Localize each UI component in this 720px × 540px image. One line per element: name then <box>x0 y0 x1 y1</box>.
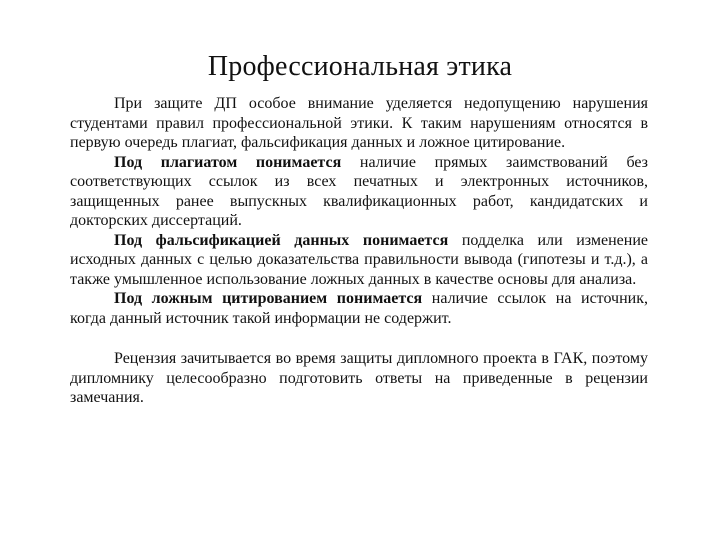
paragraph-intro-text: При защите ДП особое внимание уделяется недопущению нарушения студентами правил профессиональной этики. К таким нарушениям относятся в первую очередь плагиат, фальсификация данных и ложное цитирование. <box>70 95 648 151</box>
paragraph-falsification-term: Под фальсификацией данных понимается <box>114 231 449 249</box>
slide-body <box>70 94 648 408</box>
paragraph-false-citation <box>70 289 648 328</box>
paragraph-false-citation-term: Под ложным цитированием понимается <box>114 290 423 307</box>
slide-title: Профессиональная этика <box>207 51 513 82</box>
paragraph-intro <box>70 94 648 153</box>
paragraph-falsification <box>70 231 648 290</box>
paragraph-review <box>70 349 648 408</box>
paragraph-false-citation-text: наличие ссылок на источник, когда данный источник такой информации не содержит. <box>70 290 648 327</box>
paragraph-plagiarism-text: наличие прямых заимствований без соответствующих ссылок из всех печатных и электронных источников, защищенных ранее выпускных квалификационных работ, кандидатских и докторских диссертаций. <box>70 153 648 229</box>
paragraph-plagiarism <box>70 153 648 231</box>
paragraph-review-text: Рецензия зачитывается во время защиты дипломного проекта в ГАК, поэтому дипломнику целесообразно подготовить ответы на приведенные в рецензии замечания. <box>70 350 648 406</box>
paragraph-falsification-text: подделка или изменение исходных данных с целью доказательства правильности вывода (гипотезы и т.д.), а также умышленное использование ложных данных в качестве основы для анализа. <box>70 231 648 288</box>
paragraph-plagiarism-term: Под плагиатом понимается <box>114 153 342 171</box>
